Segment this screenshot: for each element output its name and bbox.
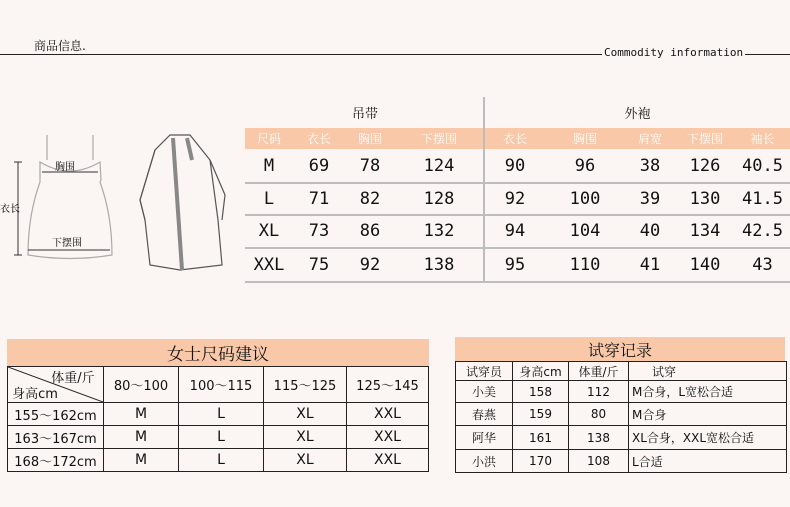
trial-cell: 小洪	[471, 454, 496, 469]
trial-title: 试穿记录	[587, 340, 652, 360]
size-cell: M	[134, 406, 148, 422]
size-cell: 78	[359, 156, 381, 176]
size-cell: 104	[569, 221, 601, 241]
group-camisole: 吊带	[351, 106, 378, 122]
trial-col: 身高cm	[519, 364, 562, 379]
bust-label: 胸围	[55, 162, 75, 173]
col-robe-hem: 下摆围	[686, 132, 723, 146]
trial-cell: L合适	[632, 454, 663, 469]
length-label: 衣长	[0, 204, 20, 215]
size-cell: 138	[423, 255, 455, 275]
col-cami-bust: 胸围	[357, 132, 382, 146]
size-cell: 39	[639, 189, 661, 209]
trial-col: 试穿	[651, 364, 676, 379]
trial-cell: 138	[587, 430, 610, 445]
size-cell: 128	[423, 189, 455, 209]
size-table	[245, 97, 790, 287]
trial-cell: XL合身，XXL宽松合适	[632, 431, 755, 445]
size-cell: XL	[296, 452, 314, 468]
col-robe-sleeve: 袖长	[750, 132, 775, 146]
size-cell: 90	[504, 156, 526, 176]
size-cell: L	[217, 429, 225, 445]
size-cell: 126	[689, 156, 721, 176]
col-robe-length: 衣长	[502, 132, 527, 146]
size-cell: 124	[423, 156, 455, 176]
col-robe-shoulder: 肩宽	[637, 132, 662, 146]
size-cell: 69	[308, 156, 330, 176]
height-row: 155～162cm	[14, 408, 97, 424]
size-cell: 132	[423, 221, 455, 241]
size-cell: 73	[308, 221, 330, 241]
size-cell: XL	[296, 429, 314, 445]
size-cell: 41	[639, 255, 661, 275]
row-divider	[245, 281, 790, 283]
size-cell: 42.5	[742, 221, 783, 241]
size-cell: 130	[689, 189, 721, 209]
size-cell: 95	[504, 255, 526, 275]
weight-col: 125～145	[356, 379, 419, 394]
height-row: 163～167cm	[14, 431, 97, 447]
size-cell: 94	[504, 221, 526, 241]
size-cell: XXL	[374, 452, 401, 468]
size-cell: XL	[296, 406, 314, 422]
size-cell: XXL	[374, 406, 401, 422]
corner-height: 身高cm	[12, 386, 58, 402]
trial-cell: 161	[529, 430, 552, 445]
group-robe: 外袍	[624, 106, 651, 122]
size-cell: 92	[504, 189, 526, 209]
trial-cell: 春燕	[471, 407, 496, 422]
recommend-table	[7, 366, 429, 472]
size-cell: 96	[574, 156, 596, 176]
col-cami-length: 衣长	[306, 132, 331, 146]
size-cell: 43	[752, 255, 773, 275]
trial-cell: 159	[529, 407, 552, 421]
trial-cell: 小美	[471, 385, 496, 399]
trial-cell: 112	[587, 384, 610, 399]
size-cell: L	[263, 189, 275, 209]
trial-cell: 80	[590, 407, 607, 421]
trial-cell: 158	[529, 384, 552, 399]
size-cell: XXL	[253, 255, 285, 275]
row-divider	[245, 247, 790, 249]
size-cell: 82	[359, 189, 381, 209]
trial-col: 试穿员	[465, 364, 502, 379]
size-cell: 134	[689, 221, 721, 241]
size-cell: 100	[569, 189, 601, 209]
size-cell: M	[263, 156, 275, 176]
size-cell: 40	[639, 221, 661, 241]
trial-cell: M合身	[632, 407, 667, 422]
section-title-cn: 商品信息.	[34, 39, 86, 53]
col-size: 尺码	[256, 132, 281, 146]
size-cell: 86	[359, 221, 381, 241]
corner-weight: 体重/斤	[51, 370, 95, 386]
size-cell: M	[134, 429, 148, 445]
col-robe-bust: 胸围	[572, 132, 597, 146]
size-cell: 140	[689, 255, 721, 275]
trial-cell: 170	[529, 454, 552, 468]
size-cell: 40.5	[742, 156, 783, 176]
trial-cell: 108	[587, 454, 610, 468]
trial-table	[455, 361, 787, 473]
height-row: 168～172cm	[14, 454, 97, 470]
trial-col: 体重/斤	[578, 364, 619, 379]
weight-col: 100～115	[189, 379, 253, 394]
size-cell: 38	[639, 156, 661, 176]
weight-col: 80～100	[113, 379, 169, 394]
size-cell: L	[217, 406, 225, 422]
garment-diagram	[0, 120, 245, 280]
size-cell: XXL	[374, 429, 401, 445]
size-cell: L	[217, 452, 225, 468]
size-cell: M	[134, 452, 148, 468]
trial-cell: 阿华	[471, 431, 496, 445]
size-cell: 75	[308, 255, 330, 275]
size-cell: 110	[569, 255, 601, 275]
col-cami-hem: 下摆围	[420, 132, 457, 146]
size-cell: XL	[258, 221, 280, 241]
recommend-title: 女士尺码建议	[167, 345, 269, 365]
size-cell: 71	[308, 189, 330, 209]
hem-label: 下摆围	[52, 238, 82, 249]
section-title-en: Commodity information	[604, 46, 744, 59]
size-cell: 92	[359, 255, 381, 275]
weight-col: 115～125	[273, 379, 337, 394]
size-cell: 41.5	[742, 189, 783, 209]
trial-cell: M合身，L宽松合适	[632, 385, 734, 399]
